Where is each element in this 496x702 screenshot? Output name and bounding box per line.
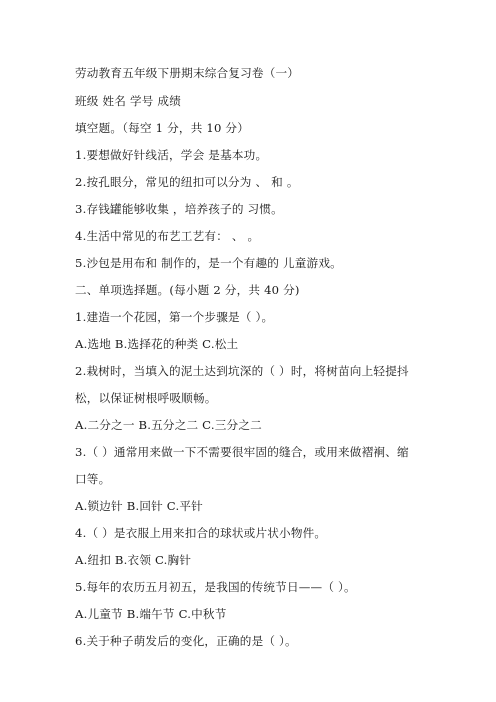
- choice-question-4-options: A.纽扣 B.衣领 C.胸针: [75, 553, 192, 567]
- fill-blank-question-1: 1.要想做好针线活，学会 是基本功。: [75, 148, 268, 162]
- fill-blank-question-5: 5.沙包是用布和 制作的，是一个有趣的 儿童游戏。: [75, 256, 342, 270]
- choice-question-3-stem: 3.（ ）通常用来做一下不需要很牢固的缝合，或用来做褶裥、缩: [75, 445, 409, 459]
- choice-question-5-options: A.儿童节 B.端午节 C.中秋节: [75, 607, 227, 621]
- choice-question-2-options: A.二分之一 B.五分之二 C.三分之二: [75, 418, 262, 432]
- document-title: 劳动教育五年级下册期末综合复习卷（一）: [75, 66, 300, 80]
- choice-question-1-stem: 1.建造一个花园，第一个步骤是（ ）。: [75, 310, 274, 324]
- choice-question-3-stem-continued: 口等。: [75, 472, 111, 486]
- section1-heading: 填空题。（每空 1 分，共 10 分）: [75, 121, 249, 135]
- fill-blank-question-2: 2.按孔眼分，常见的纽扣可以分为 、 和 。: [75, 175, 299, 189]
- choice-question-5-stem: 5.每年的农历五月初五，是我国的传统节日——（ ）。: [75, 580, 356, 594]
- choice-question-2-stem-continued: 松，以保证树根呼吸顺畅。: [75, 391, 217, 405]
- choice-question-1-options: A.选地 B.选择花的种类 C.松土: [75, 337, 239, 351]
- choice-question-3-options: A.锁边针 B.回针 C.平针: [75, 499, 203, 513]
- section2-heading: 二、单项选择题。(每小题 2 分，共 40 分): [75, 283, 300, 297]
- choice-question-4-stem: 4.（ ）是衣服上用来扣合的球状或片状小物件。: [75, 526, 327, 540]
- fill-blank-question-4: 4.生活中常见的布艺工艺有： 、 。: [75, 229, 260, 243]
- fill-blank-question-3: 3.存钱罐能够收集 ，培养孩子的 习惯。: [75, 202, 283, 216]
- choice-question-2-stem: 2.栽树时，当填入的泥土达到坑深的（ ）时，将树苗向上轻提抖: [75, 364, 409, 378]
- student-info-line: 班级 姓名 学号 成绩: [75, 94, 182, 108]
- choice-question-6-stem: 6.关于种子萌发后的变化，正确的是（ ）。: [75, 634, 297, 648]
